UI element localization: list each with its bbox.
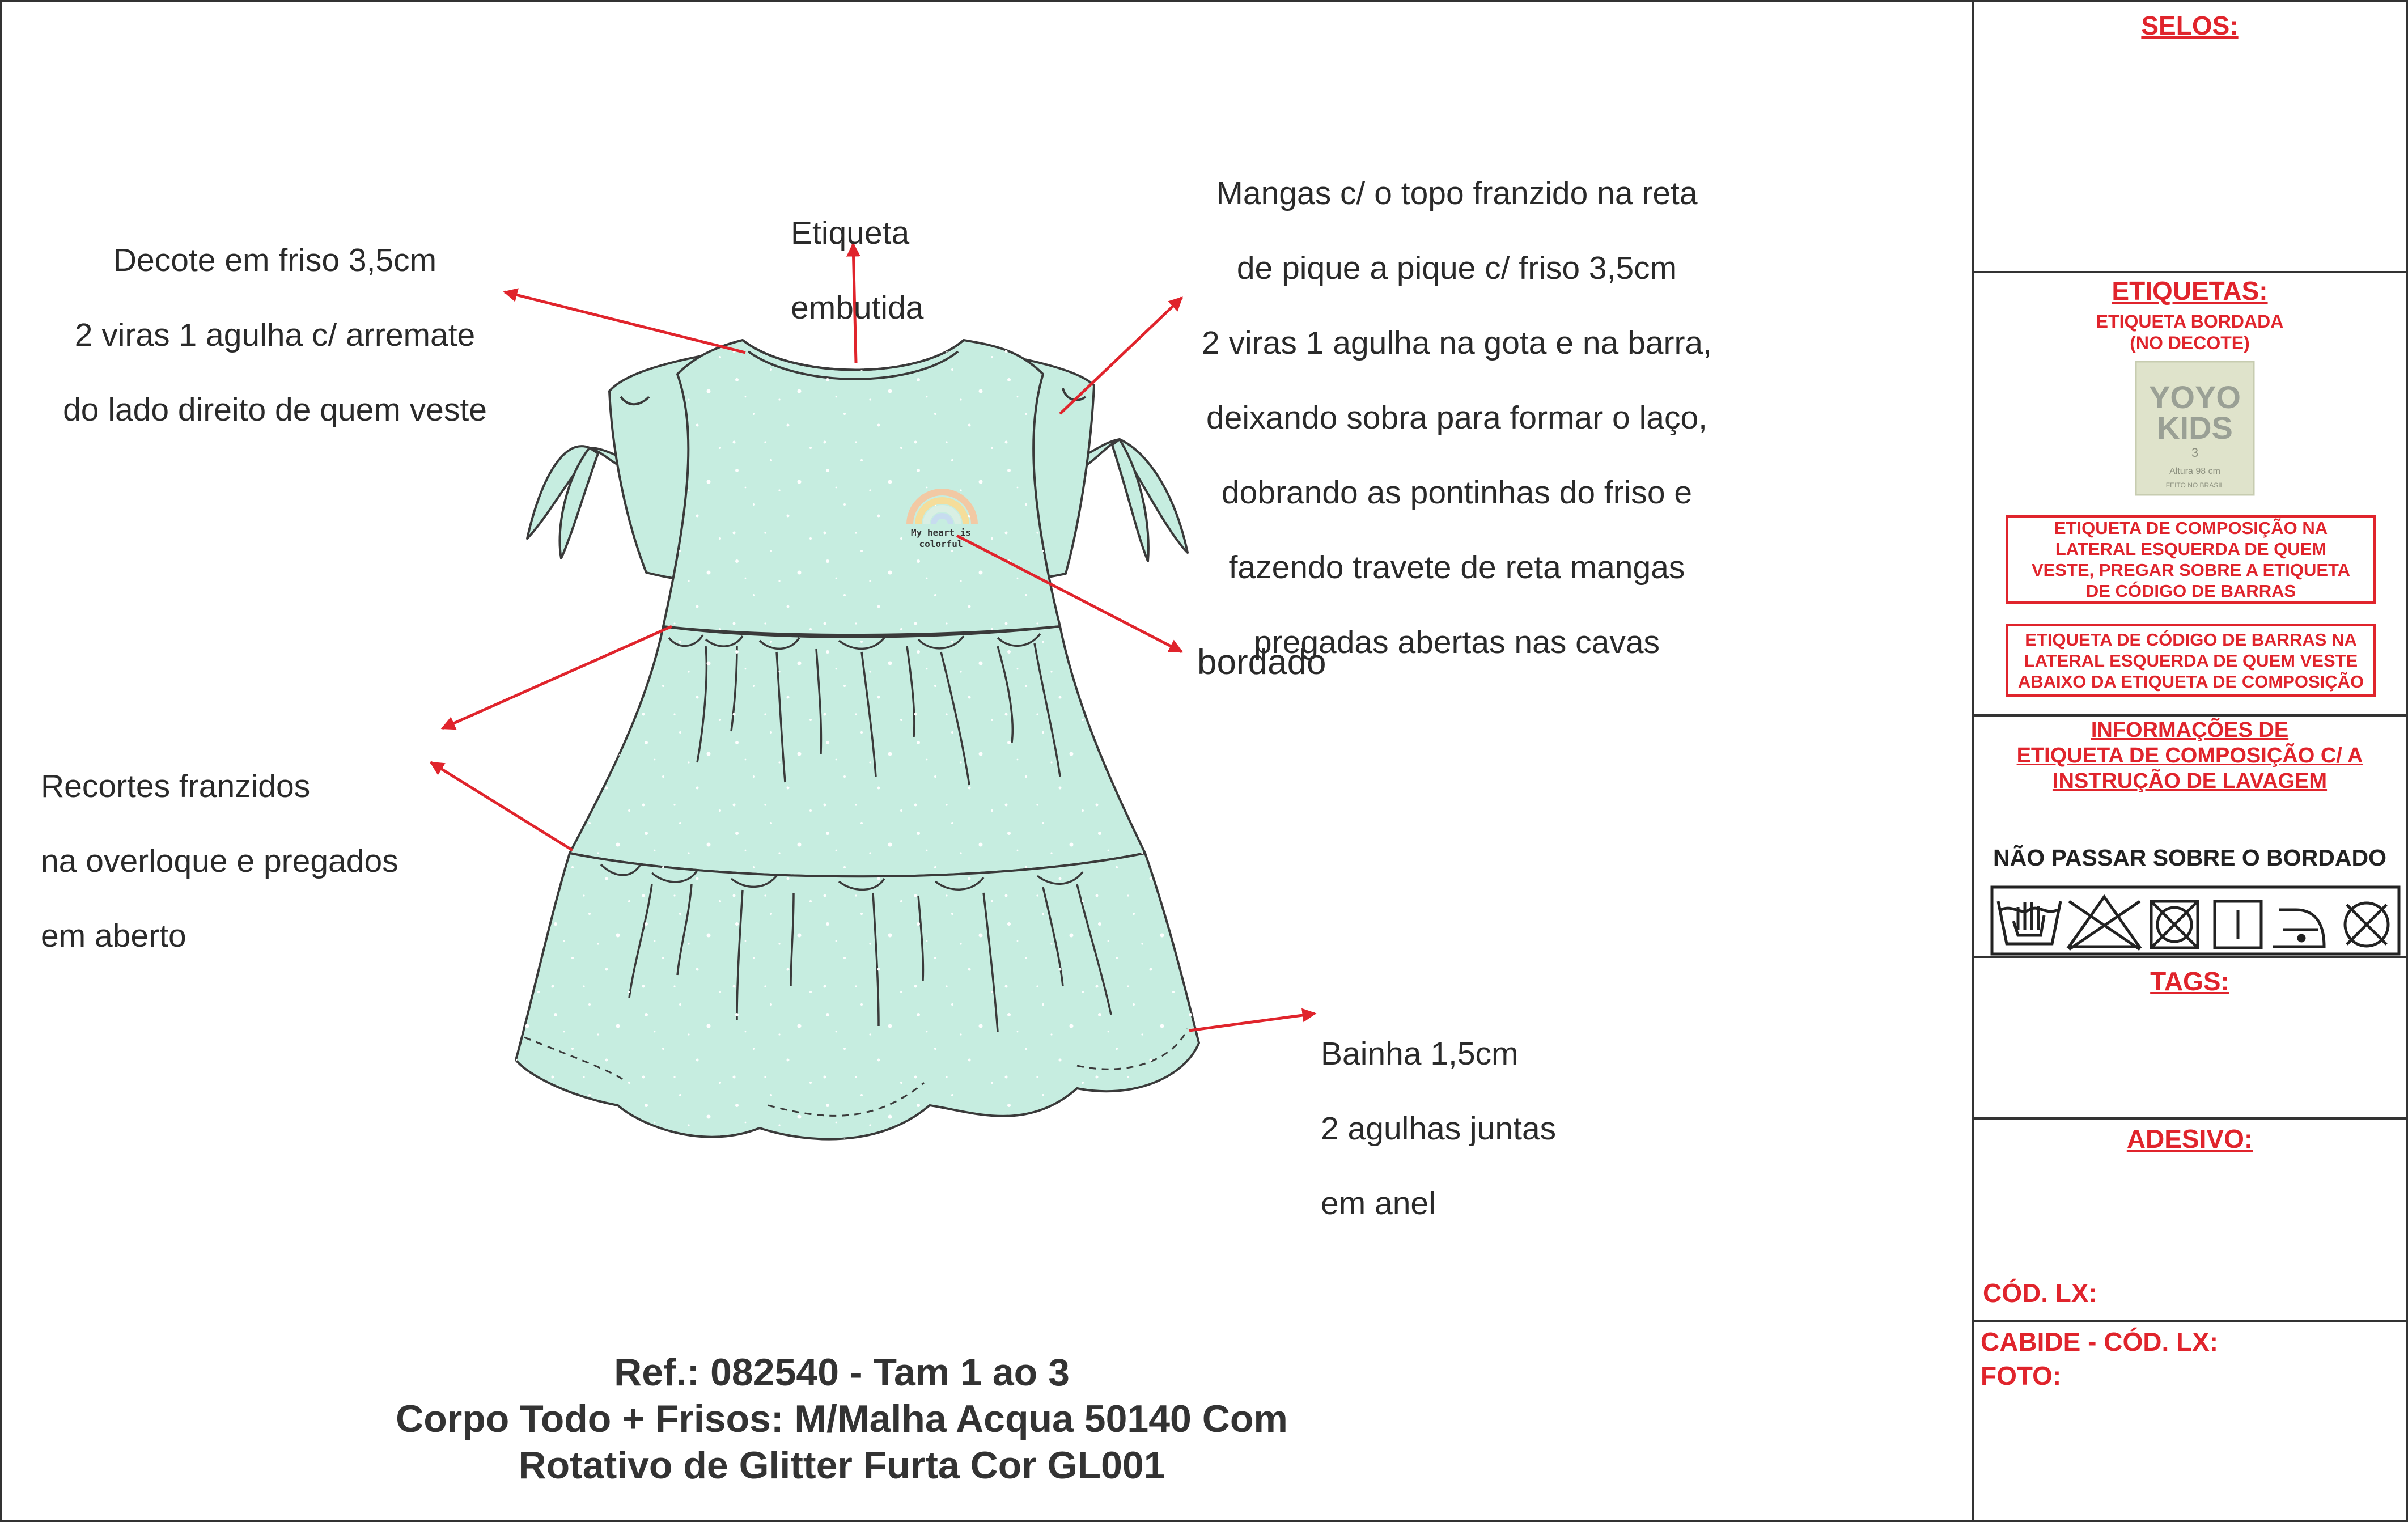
svg-text:3: 3 xyxy=(2191,446,2199,460)
nao-passar-note: NÃO PASSAR SOBRE O BORDADO xyxy=(1992,845,2387,871)
foto-label: FOTO: xyxy=(1981,1361,2062,1390)
tags-title: TAGS: xyxy=(2150,966,2229,996)
brand-label-tag xyxy=(2136,362,2254,495)
embroidery-text-line2: colorful xyxy=(919,539,963,549)
svg-text:KIDS: KIDS xyxy=(2157,410,2233,446)
arrow-cuts-bottom xyxy=(431,762,573,850)
annotation-cuts: Recortes franzidos na overloque e pregados em aberto xyxy=(41,768,398,954)
no-tumble-dry-icon xyxy=(2151,901,2198,948)
annotation-embroidery: bordado xyxy=(1197,643,1326,682)
svg-text:YOYO: YOYO xyxy=(2149,379,2241,415)
dress-flat-sketch xyxy=(516,340,1199,1139)
cabide-cod-lx-label: CABIDE - CÓD. LX: xyxy=(1981,1327,2219,1356)
annotation-hem: Bainha 1,5cm 2 agulhas juntas em anel xyxy=(1321,1036,1557,1222)
annotation-sleeves: Mangas c/ o topo franzido na reta de pique a pique c/ friso 3,5cm 2 viras 1 agulha na gota e na barra, deixando sobra para formar o laço, dobrando as pontinhas do friso e fazendo travete de reta mangas pregadas abertas nas cavas xyxy=(1202,175,1712,660)
svg-text:FEITO NO BRASIL: FEITO NO BRASIL xyxy=(2165,481,2224,489)
etiqueta-bordada-note: ETIQUETA BORDADA (NO DECOTE) xyxy=(2096,311,2284,353)
codigo-barras-box: ETIQUETA DE CÓDIGO DE BARRAS NA LATERAL ESQUERDA DE QUEM VESTE ABAIXO DA ETIQUETA DE COMPOSIÇÃO xyxy=(2006,624,2376,697)
informacoes-title: INFORMAÇÕES DE ETIQUETA DE COMPOSIÇÃO C/ A INSTRUÇÃO DE LAVAGEM xyxy=(2016,718,2363,793)
cod-lx-label: CÓD. LX: xyxy=(1983,1278,2097,1308)
svg-text:Altura 98 cm: Altura 98 cm xyxy=(2169,467,2220,476)
embroidery-text-line1: My heart is xyxy=(911,527,971,538)
fabric-line: Rotativo de Glitter Furta Cor GL001 xyxy=(518,1444,1165,1487)
composicao-box: ETIQUETA DE COMPOSIÇÃO NA LATERAL ESQUERDA DE QUEM VESTE, PREGAR SOBRE A ETIQUETA DE CÓDIGO DE BARRAS xyxy=(2006,515,2376,604)
adesivo-title: ADESIVO: xyxy=(2126,1124,2253,1154)
annotation-neckline: Decote em friso 3,5cm 2 viras 1 agulha c/ arremate do lado direito de quem veste xyxy=(63,242,487,428)
selos-title: SELOS: xyxy=(2141,11,2239,40)
care-symbols-strip xyxy=(1992,887,2399,954)
arrow-neckline xyxy=(505,292,745,353)
annotation-label: Etiqueta embutida xyxy=(791,215,924,326)
arrow-hem xyxy=(1189,1014,1315,1031)
fabric-line: Corpo Todo + Frisos: M/Malha Acqua 50140 Com xyxy=(396,1397,1288,1440)
etiquetas-title: ETIQUETAS: xyxy=(2112,276,2268,306)
reference-block xyxy=(312,1349,1372,1489)
reference-line: Ref.: 082540 - Tam 1 ao 3 xyxy=(614,1351,1070,1394)
